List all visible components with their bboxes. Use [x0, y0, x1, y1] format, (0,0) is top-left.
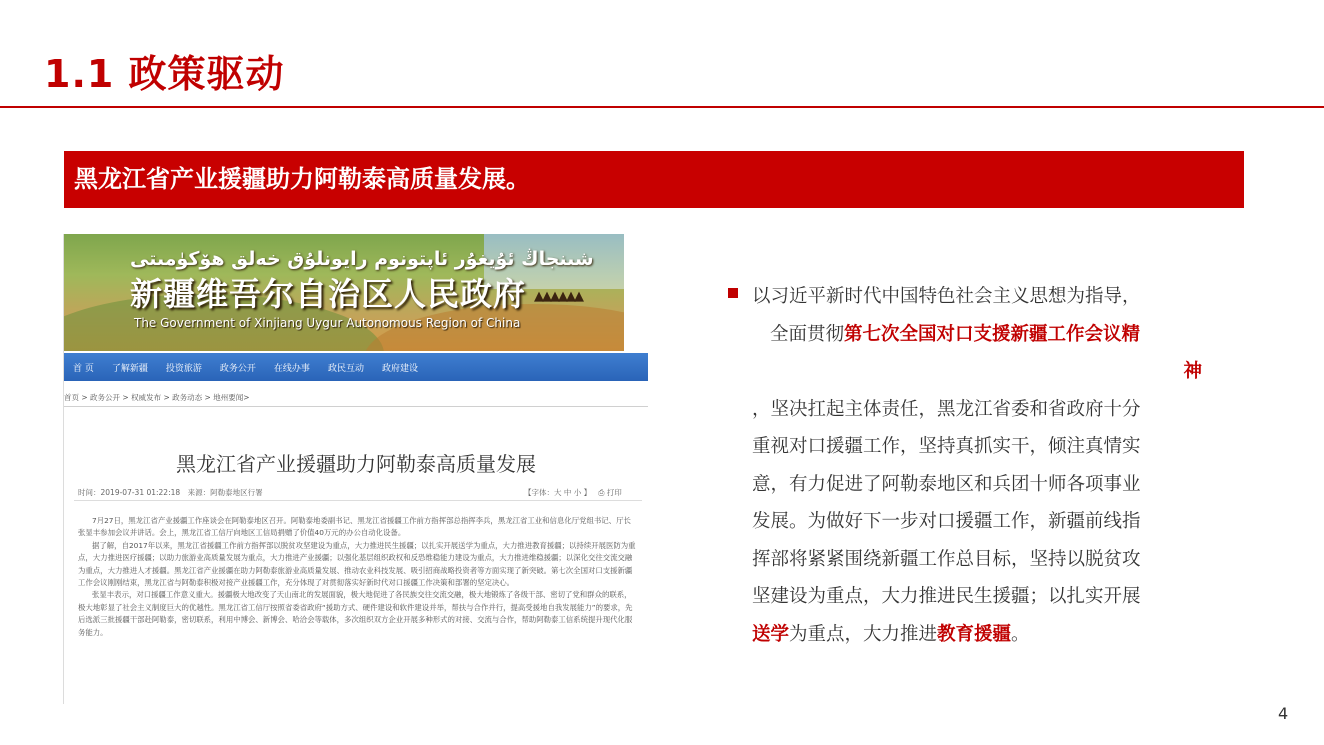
summary-text	[752, 278, 1202, 653]
breadcrumb: 首页 > 政务公开 > 权威发布 > 政务动态 > 地州要闻>	[64, 393, 250, 402]
article-title: 黑龙江省产业援疆助力阿勒泰高质量发展	[176, 452, 536, 476]
site-header-banner	[64, 234, 624, 351]
nav-item-government-affairs[interactable]: 政务公开	[219, 363, 256, 374]
slide-title: 1.1 政策驱动	[44, 52, 285, 96]
summary-line: 坚建设为重点，大力推进民生援疆；以扎实开展	[752, 586, 1141, 607]
nav-item-about-xinjiang[interactable]: 了解新疆	[111, 363, 148, 374]
site-nav-bar	[64, 353, 648, 381]
summary-line: 挥部将紧紧围绕新疆工作总目标，坚持以脱贫攻	[752, 548, 1141, 570]
article-paragraph: 张显丰表示，对口援疆工作意义重大。援疆极大地改变了天山南北的发展面貌，极大地促进了各民族交往交流交融，极大地锻炼了各级干部、密切了党和群众的联系，极大地彰显了社会主义制度巨大的优越性。黑龙江省工信厅按照省委省政府“援助方式、硬件建设和软件建设并举，帮扶与合作并行，提高受援地自我发展能力”的要求，先后选派三批援疆干部赴阿勒泰，密切联系，利用中博会、新博会、哈洽会等载体，多次组织双方企业开展多种形式的对接、交流与合作，帮助阿勒泰工信系统提升现代化服务能力。	[78, 590, 633, 637]
summary-fragment: 全面贯彻	[770, 323, 845, 345]
highlight-conference-end: 神	[1183, 361, 1202, 382]
print-icon[interactable]: ⎙	[593, 488, 607, 497]
nav-item-government-building[interactable]: 政府建设	[381, 363, 418, 374]
summary-line: 重视对口援疆工作，坚持真抓实干，倾注真情实	[752, 436, 1141, 457]
highlight-conference: 第七次全国对口支援新疆工作会议精	[844, 323, 1141, 345]
title-divider	[0, 106, 1324, 108]
camel-caravan-icon: ▲▲▲▲▲▲	[534, 289, 582, 304]
summary-line: 以习近平新时代中国特色社会主义思想为指导，	[752, 286, 1141, 307]
news-screenshot	[63, 234, 648, 704]
nav-item-home[interactable]: 首 页	[73, 363, 94, 374]
site-title-chinese: 新疆维吾尔自治区人民政府	[130, 275, 527, 313]
breadcrumb-divider	[64, 406, 648, 407]
page-number: 4	[1278, 704, 1289, 723]
nav-item-investment-tourism[interactable]: 投资旅游	[165, 363, 202, 374]
summary-fragment: 。	[1011, 623, 1030, 645]
summary-line	[752, 616, 1202, 654]
summary-fragment: 为重点，大力推进	[789, 623, 938, 645]
nav-item-online-services[interactable]: 在线办事	[273, 363, 310, 374]
summary-line: 意，有力促进了阿勒泰地区和兵团十师各项事业	[752, 473, 1141, 495]
summary-line: 发展。为做好下一步对口援疆工作，新疆前线指	[752, 511, 1141, 532]
nav-item-interaction[interactable]: 政民互动	[327, 363, 364, 374]
highlight-sending-study: 送学	[752, 623, 790, 645]
article-paragraph: 7月27日，黑龙江省产业援疆工作座谈会在阿勒泰地区召开。阿勒泰地委副书记、黑龙江省援疆工作前方指挥部总指挥李兵，黑龙江省工业和信息化厅党组书记、厅长张显丰参加会议并讲话。会上，黑龙江省工信厅向地区工信局捐赠了价值40万元的办公自动化设备。	[78, 516, 631, 538]
article-body	[78, 515, 638, 639]
summary-line	[752, 353, 1202, 391]
headline-text: 黑龙江省产业援疆助力阿勒泰高质量发展。	[74, 164, 530, 193]
print-link[interactable]: 打印	[606, 488, 622, 497]
article-tools	[524, 487, 622, 498]
summary-line	[752, 316, 1202, 354]
site-title-uyghur: شىنجاڭ ئۇيغۇر ئاپتونوم رايونلۇق خەلق ھۆكۈمىتى	[130, 248, 594, 270]
article-paragraph: 据了解，自2017年以来，黑龙江省援疆工作前方指挥部以脱贫攻坚建设为重点，大力推进民生援疆；以扎实开展送学为重点，大力推进教育援疆；以持续开展医防为重点，大力推进医疗援疆；以助力旅游业高质量发展为重点，大力推进产业援疆；以强化基层组织政权和反恐维稳能力建设为重点，大力推进维稳援疆；以深化交往交流交融为重点，大力推进人才援疆。黑龙江省产业援疆在助力阿勒泰旅游业高质量发展、推动农业科技发展、吸引招商战略投资者等方面实现了新突破。第七次全国对口支援新疆工作会议刚刚结束，黑龙江省与阿勒泰积极对接产业援疆工作，充分体现了对贯彻落实好新时代对口援疆工作决策和部署的坚定决心。	[78, 540, 636, 588]
site-title-english: The Government of Xinjiang Uygur Autonomous Region of China	[134, 316, 521, 330]
article-meta: 时间：2019-07-31 01:22:18 来源：阿勒泰地区行署	[78, 488, 263, 497]
square-bullet-icon	[728, 288, 738, 298]
highlight-education-aid: 教育援疆	[937, 623, 1012, 645]
meta-divider	[74, 500, 642, 501]
headline-banner	[64, 151, 1244, 208]
font-size-selector[interactable]: 【字体：大 中 小 】	[524, 488, 592, 497]
summary-line: ，坚决扛起主体责任，黑龙江省委和省政府十分	[752, 398, 1141, 420]
